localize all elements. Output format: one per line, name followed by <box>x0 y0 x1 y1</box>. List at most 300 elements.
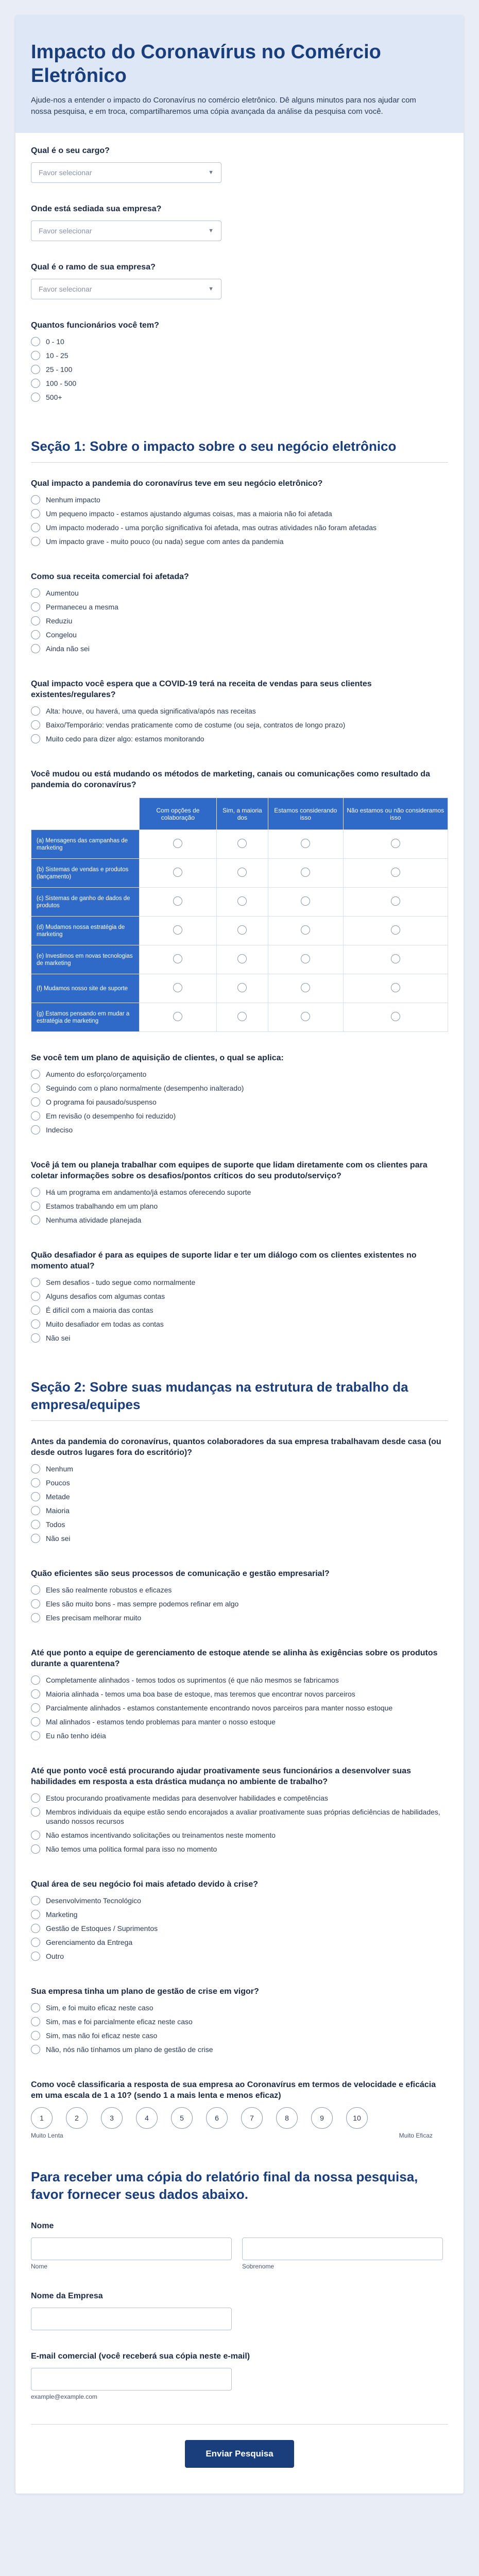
scale-option[interactable]: 8 <box>276 2107 298 2129</box>
radio-option[interactable] <box>31 1675 448 1685</box>
radio-button[interactable] <box>31 2017 40 2026</box>
matrix-cell <box>343 1003 448 1032</box>
question-label: Qual impacto a pandemia do coronavírus teve em seu negócio eletrônico? <box>31 479 323 488</box>
radio-group <box>31 1278 448 1343</box>
radio-option[interactable] <box>31 1599 448 1608</box>
radio-group <box>31 706 448 743</box>
matrix-column-header: Com opções de colaboração <box>140 798 217 830</box>
radio-button[interactable] <box>31 393 40 402</box>
radio-option-label: Ainda não sei <box>46 645 90 653</box>
question-label: Você mudou ou está mudando os métodos de marketing, canais ou comunicações como resultado da pandemia do coronavírus? <box>31 770 430 789</box>
radio-button[interactable] <box>31 1924 40 1933</box>
radio-button[interactable] <box>173 896 182 906</box>
radio-button[interactable] <box>31 2045 40 2054</box>
radio-button[interactable] <box>31 1478 40 1487</box>
radio-option-label: Estamos trabalhando em um plano <box>46 1202 158 1210</box>
radio-button[interactable] <box>31 1703 40 1713</box>
radio-option-label: Membros individuais da equipe estão sendo encorajados a avaliar proativamente suas próprias deficiências de habilidades, usando nossos recursos <box>46 1808 440 1825</box>
question-label: Nome da Empresa <box>31 2292 103 2300</box>
radio-button[interactable] <box>31 1333 40 1343</box>
radio-option[interactable] <box>31 720 448 730</box>
scale-labels <box>31 2132 433 2139</box>
radio-button[interactable] <box>31 1201 40 1211</box>
question-label: E-mail comercial (você receberá sua cópia neste e-mail) <box>31 2352 250 2361</box>
radio-option-label: Mal alinhados - estamos tendo problemas para manter o nosso estoque <box>46 1718 276 1726</box>
question-label: Onde está sediada sua empresa? <box>31 205 162 213</box>
radio-group <box>31 1070 448 1134</box>
radio-option[interactable] <box>31 630 448 639</box>
radio-button[interactable] <box>391 983 400 992</box>
radio-option[interactable] <box>31 734 448 743</box>
matrix-row-label: (e) Investimos em novas tecnologias de marketing <box>31 945 140 974</box>
radio-option[interactable] <box>31 1703 448 1713</box>
radio-button[interactable] <box>31 720 40 730</box>
radio-group <box>31 1188 448 1225</box>
company-input[interactable] <box>31 2308 232 2330</box>
first-name-input[interactable] <box>31 2238 232 2260</box>
scale-option[interactable]: 4 <box>136 2107 158 2129</box>
radio-option-label: 25 - 100 <box>46 365 73 374</box>
radio-option[interactable] <box>31 1924 448 1933</box>
radio-option[interactable] <box>31 1896 448 1905</box>
radio-button[interactable] <box>31 379 40 388</box>
sede-dropdown[interactable] <box>31 221 221 241</box>
radio-button[interactable] <box>31 1585 40 1595</box>
radio-option[interactable] <box>31 1807 448 1826</box>
radio-group <box>31 1585 448 1622</box>
radio-option[interactable] <box>31 1215 448 1225</box>
radio-button[interactable] <box>31 616 40 625</box>
radio-option[interactable] <box>31 706 448 716</box>
radio-button[interactable] <box>31 1675 40 1685</box>
radio-option-label: Completamente alinhados - temos todos os suprimentos (é que não mesmos se fabricamos <box>46 1676 339 1684</box>
radio-button[interactable] <box>31 1464 40 1473</box>
radio-option[interactable] <box>31 1520 448 1529</box>
contact-section <box>31 2168 448 2409</box>
radio-button[interactable] <box>31 1083 40 1093</box>
field-pipeline <box>31 1040 448 1147</box>
radio-option-label: Todos <box>46 1520 65 1529</box>
form-header <box>15 15 464 133</box>
matrix-cell <box>343 830 448 859</box>
matrix-cell <box>268 1003 343 1032</box>
radio-option[interactable] <box>31 2017 448 2026</box>
section-title: Seção 1: Sobre o impacto sobre o seu negócio eletrônico <box>31 438 397 454</box>
radio-option-label: É difícil com a maioria das contas <box>46 1306 153 1314</box>
question-label: Sua empresa tinha um plano de gestão de crise em vigor? <box>31 1987 259 1996</box>
radio-button[interactable] <box>31 1097 40 1107</box>
radio-button[interactable] <box>31 1896 40 1905</box>
section-title: Seção 2: Sobre suas mudanças na estrutura de trabalho da empresa/equipes <box>31 1379 408 1412</box>
last-name-col <box>242 2238 443 2270</box>
field-impacto <box>31 466 448 559</box>
form-intro: Ajude-nos a entender o impacto do Coronavírus no comércio eletrônico. Dê alguns minutos para nos ajudar com nossa pesquisa, e em troca, compartilharemos uma cópia avançada da análise da pesquisa com você. <box>31 96 416 116</box>
radio-option-label: Estou procurando proativamente medidas para desenvolver habilidades e competências <box>46 1794 328 1802</box>
radio-button[interactable] <box>31 537 40 546</box>
field-desafios <box>31 1238 448 1355</box>
radio-option-label: Gerenciamento da Entrega <box>46 1938 133 1946</box>
chevron-down-icon: ▼ <box>208 286 214 292</box>
field-area <box>31 1867 448 1974</box>
radio-option[interactable] <box>31 644 448 653</box>
email-input[interactable] <box>31 2368 232 2391</box>
radio-option[interactable] <box>31 1506 448 1515</box>
radio-button[interactable] <box>301 983 310 992</box>
radio-group <box>31 1896 448 1961</box>
matrix-corner <box>31 798 140 830</box>
radio-group <box>31 2003 448 2054</box>
radio-option[interactable] <box>31 588 448 598</box>
contact-title: Para receber uma cópia do relatório final da nossa pesquisa, favor fornecer seus dados abaixo. <box>31 2169 418 2202</box>
radio-option-label: Não sei <box>46 1334 71 1342</box>
radio-option[interactable] <box>31 602 448 612</box>
radio-option[interactable] <box>31 495 448 504</box>
radio-option[interactable] <box>31 616 448 625</box>
radio-button[interactable] <box>31 1807 40 1817</box>
radio-option-label: Gestão de Estoques / Suprimentos <box>46 1924 158 1933</box>
scale-low-label: Muito Lenta <box>31 2132 63 2139</box>
radio-button[interactable] <box>173 839 182 848</box>
marketing-matrix <box>31 798 448 1032</box>
matrix-cell <box>140 974 217 1003</box>
matrix-cell <box>268 859 343 888</box>
matrix-row <box>31 974 448 1003</box>
last-name-sublabel: Sobrenome <box>242 2263 275 2270</box>
radio-button[interactable] <box>31 1613 40 1622</box>
radio-option-label: Maioria alinhada - temos uma boa base de estoque, mas teremos que encontrar novos parceiros <box>46 1690 355 1698</box>
field-eficientes <box>31 1556 448 1635</box>
matrix-row <box>31 830 448 859</box>
radio-button[interactable] <box>31 1831 40 1840</box>
radio-option-label: Marketing <box>46 1910 78 1919</box>
question-label: Você já tem ou planeja trabalhar com equipes de suporte que lidam diretamente com os clientes para coletar informações sobre os desafios/pontos críticos do seu produto/serviço? <box>31 1161 427 1180</box>
radio-button[interactable] <box>31 1731 40 1740</box>
radio-button[interactable] <box>31 1125 40 1134</box>
matrix-row-label: (c) Sistemas de ganho de dados de produtos <box>31 888 140 917</box>
question-label: Até que ponto você está procurando ajudar proativamente seus funcionários a desenvolver suas habilidades em resposta a esta drástica mudança no ambiente de trabalho? <box>31 1767 411 1786</box>
matrix-row <box>31 917 448 945</box>
cargo-dropdown[interactable] <box>31 162 221 183</box>
field-marketing <box>31 756 448 1040</box>
matrix-cell <box>268 830 343 859</box>
radio-button[interactable] <box>31 509 40 518</box>
question-label: Qual é o seu cargo? <box>31 146 110 155</box>
radio-button[interactable] <box>31 1188 40 1197</box>
radio-button[interactable] <box>173 983 182 992</box>
field-cargo <box>31 133 448 191</box>
radio-option[interactable] <box>31 1793 448 1803</box>
last-name-input[interactable] <box>242 2238 443 2260</box>
radio-option[interactable] <box>31 337 448 346</box>
radio-button[interactable] <box>301 839 310 848</box>
radio-option[interactable] <box>31 379 448 388</box>
radio-option-label: Permaneceu a mesma <box>46 603 118 611</box>
submit-button[interactable]: Enviar Pesquisa <box>185 2440 294 2468</box>
radio-button[interactable] <box>31 1910 40 1919</box>
matrix-cell <box>216 974 268 1003</box>
radio-option-label: Sim, mas não foi eficaz neste caso <box>46 2031 158 2040</box>
radio-option[interactable] <box>31 1319 448 1329</box>
radio-option[interactable] <box>31 1083 448 1093</box>
field-ramo <box>31 249 448 308</box>
radio-button[interactable] <box>31 706 40 716</box>
radio-option-label: 10 - 25 <box>46 351 69 360</box>
radio-button[interactable] <box>31 1292 40 1301</box>
radio-button[interactable] <box>31 1319 40 1329</box>
radio-button[interactable] <box>391 954 400 963</box>
radio-option[interactable] <box>31 1188 448 1197</box>
radio-button[interactable] <box>173 954 182 963</box>
matrix-cell <box>216 1003 268 1032</box>
radio-group <box>31 1793 448 1854</box>
radio-button[interactable] <box>31 365 40 374</box>
matrix-cell <box>343 888 448 917</box>
radio-button[interactable] <box>31 2031 40 2040</box>
radio-option[interactable] <box>31 509 448 518</box>
radio-button[interactable] <box>31 1306 40 1315</box>
radio-option[interactable] <box>31 1938 448 1947</box>
radio-option-label: Nenhuma atividade planejada <box>46 1216 142 1224</box>
radio-option[interactable] <box>31 1717 448 1726</box>
radio-option[interactable] <box>31 1534 448 1543</box>
radio-option-label: Eles são muito bons - mas sempre podemos refinar em algo <box>46 1600 239 1608</box>
radio-button[interactable] <box>31 602 40 612</box>
radio-button[interactable] <box>301 925 310 935</box>
field-empresa <box>31 2278 448 2338</box>
radio-option[interactable] <box>31 1125 448 1134</box>
matrix-row <box>31 859 448 888</box>
question-label: Quantos funcionários você tem? <box>31 321 159 330</box>
scale-option[interactable]: 5 <box>171 2107 193 2129</box>
radio-button[interactable] <box>31 1506 40 1515</box>
matrix-cell <box>140 830 217 859</box>
radio-option-label: Não estamos incentivando solicitações ou treinamentos neste momento <box>46 1831 276 1839</box>
radio-option-label: Um impacto grave - muito pouco (ou nada) segue com antes da pandemia <box>46 537 284 546</box>
radio-button[interactable] <box>31 1717 40 1726</box>
dropdown-placeholder: Favor selecionar <box>39 168 92 177</box>
radio-button[interactable] <box>31 1689 40 1699</box>
radio-option[interactable] <box>31 1952 448 1961</box>
radio-option[interactable] <box>31 1613 448 1622</box>
radio-option-label: Aumentou <box>46 589 79 597</box>
radio-button[interactable] <box>31 1599 40 1608</box>
radio-button[interactable] <box>237 839 247 848</box>
radio-option-label: Muito desafiador em todas as contas <box>46 1320 164 1328</box>
scale-option[interactable]: 1 <box>31 2107 53 2129</box>
radio-button[interactable] <box>31 1492 40 1501</box>
radio-button[interactable] <box>237 954 247 963</box>
matrix-cell <box>216 859 268 888</box>
name-row <box>31 2238 448 2270</box>
field-suporte-equipe <box>31 1147 448 1238</box>
matrix-cell <box>343 974 448 1003</box>
radio-button[interactable] <box>31 1844 40 1854</box>
radio-button[interactable] <box>237 1012 247 1021</box>
question-label: Qual é o ramo de sua empresa? <box>31 263 156 272</box>
radio-button[interactable] <box>31 630 40 639</box>
radio-option-label: Metade <box>46 1493 70 1501</box>
matrix-cell <box>268 917 343 945</box>
radio-option-label: Um pequeno impacto - estamos ajustando algumas coisas, mas a maioria não foi afetada <box>46 510 332 518</box>
matrix-cell <box>268 945 343 974</box>
radio-button[interactable] <box>237 983 247 992</box>
scale-option[interactable]: 9 <box>311 2107 333 2129</box>
rating-scale <box>31 2107 448 2129</box>
radio-button[interactable] <box>301 1012 310 1021</box>
radio-option-label: Maioria <box>46 1506 70 1515</box>
radio-button[interactable] <box>31 495 40 504</box>
field-casa <box>31 1424 448 1556</box>
radio-button[interactable] <box>237 896 247 906</box>
radio-button[interactable] <box>301 868 310 877</box>
radio-option-label: Um impacto moderado - uma porção significativa foi afetada, mas outras atividades não foram afetadas <box>46 523 377 532</box>
radio-option[interactable] <box>31 1306 448 1315</box>
radio-option-label: Alta: houve, ou haverá, uma queda significativa/após nas receitas <box>46 707 256 715</box>
scale-option[interactable]: 3 <box>101 2107 123 2129</box>
radio-option[interactable] <box>31 1333 448 1343</box>
radio-option-label: 0 - 10 <box>46 337 64 346</box>
question-label: Nome <box>31 2222 54 2230</box>
radio-option[interactable] <box>31 537 448 546</box>
matrix-cell <box>140 1003 217 1032</box>
radio-button[interactable] <box>173 868 182 877</box>
radio-option[interactable] <box>31 1464 448 1473</box>
section-header-2 <box>31 1371 448 1421</box>
radio-option-label: O programa foi pausado/suspenso <box>46 1098 157 1106</box>
field-covid-vendas <box>31 666 448 756</box>
radio-option[interactable] <box>31 1731 448 1740</box>
radio-option-label: Não, nós não tínhamos um plano de gestão de crise <box>46 2045 213 2054</box>
radio-button[interactable] <box>31 2003 40 2012</box>
form-title: Impacto do Coronavírus no Comércio Eletrônico <box>31 41 381 87</box>
radio-option[interactable] <box>31 1201 448 1211</box>
radio-button[interactable] <box>31 1215 40 1225</box>
radio-group <box>31 1464 448 1543</box>
radio-option-label: Há um programa em andamento/já estamos oferecendo suporte <box>46 1188 251 1196</box>
radio-option[interactable] <box>31 1111 448 1121</box>
radio-group <box>31 495 448 546</box>
radio-button[interactable] <box>31 1070 40 1079</box>
radio-button[interactable] <box>31 1952 40 1961</box>
first-name-col <box>31 2238 232 2270</box>
radio-button[interactable] <box>391 839 400 848</box>
radio-option-label: 500+ <box>46 393 62 401</box>
radio-option[interactable] <box>31 2045 448 2054</box>
radio-button[interactable] <box>31 337 40 346</box>
matrix-row <box>31 945 448 974</box>
matrix-cell <box>268 974 343 1003</box>
radio-option[interactable] <box>31 2003 448 2012</box>
radio-option[interactable] <box>31 1910 448 1919</box>
radio-option-label: Outro <box>46 1952 64 1960</box>
survey-form <box>15 15 464 2494</box>
radio-option[interactable] <box>31 1585 448 1595</box>
scale-option[interactable]: 10 <box>346 2107 368 2129</box>
radio-option[interactable] <box>31 1844 448 1854</box>
radio-button[interactable] <box>31 351 40 360</box>
radio-button[interactable] <box>301 954 310 963</box>
radio-button[interactable] <box>31 588 40 598</box>
scale-option[interactable]: 6 <box>206 2107 228 2129</box>
radio-option[interactable] <box>31 1292 448 1301</box>
radio-button[interactable] <box>31 734 40 743</box>
radio-button[interactable] <box>173 925 182 935</box>
scale-option[interactable]: 2 <box>66 2107 88 2129</box>
ramo-dropdown[interactable] <box>31 279 221 299</box>
question-label: Antes da pandemia do coronavírus, quantos colaboradores da sua empresa trabalhavam desde casa (ou desde outros lugares fora do escritório)? <box>31 1437 441 1457</box>
field-receita <box>31 559 448 666</box>
radio-option[interactable] <box>31 1278 448 1287</box>
radio-option[interactable] <box>31 1097 448 1107</box>
scale-option[interactable]: 7 <box>241 2107 263 2129</box>
radio-option-label: Nenhum impacto <box>46 496 100 504</box>
radio-button[interactable] <box>31 1520 40 1529</box>
radio-option-label: Muito cedo para dizer algo: estamos monitorando <box>46 735 204 743</box>
matrix-cell <box>140 917 217 945</box>
radio-button[interactable] <box>391 925 400 935</box>
matrix-cell <box>343 945 448 974</box>
radio-option-label: Aumento do esforço/orçamento <box>46 1070 147 1078</box>
matrix-column-header: Não estamos ou não consideramos isso <box>343 798 448 830</box>
radio-option-label: Desenvolvimento Tecnológico <box>46 1896 141 1905</box>
radio-button[interactable] <box>173 1012 182 1021</box>
radio-option-label: 100 - 500 <box>46 379 77 387</box>
radio-group <box>31 588 448 653</box>
radio-option-label: Sim, mas e foi parcialmente eficaz neste caso <box>46 2018 193 2026</box>
radio-option-label: Reduziu <box>46 617 73 625</box>
radio-option[interactable] <box>31 1478 448 1487</box>
radio-option[interactable] <box>31 393 448 402</box>
matrix-row-label: (a) Mensagens das campanhas de marketing <box>31 830 140 859</box>
radio-button[interactable] <box>391 868 400 877</box>
radio-button[interactable] <box>31 1111 40 1121</box>
radio-button[interactable] <box>391 896 400 906</box>
radio-button[interactable] <box>31 1278 40 1287</box>
radio-option[interactable] <box>31 365 448 374</box>
radio-button[interactable] <box>31 644 40 653</box>
radio-button[interactable] <box>31 1534 40 1543</box>
matrix-cell <box>216 917 268 945</box>
radio-button[interactable] <box>391 1012 400 1021</box>
radio-option[interactable] <box>31 1831 448 1840</box>
matrix-cell <box>216 945 268 974</box>
matrix-row-label: (g) Estamos pensando em mudar a estratégia de marketing <box>31 1003 140 1032</box>
radio-option[interactable] <box>31 523 448 532</box>
radio-button[interactable] <box>237 925 247 935</box>
field-email <box>31 2338 448 2409</box>
chevron-down-icon: ▼ <box>208 228 214 234</box>
radio-option-label: Em revisão (o desempenho foi reduzido) <box>46 1112 176 1120</box>
radio-option[interactable] <box>31 1492 448 1501</box>
radio-button[interactable] <box>301 896 310 906</box>
dropdown-placeholder: Favor selecionar <box>39 227 92 235</box>
radio-group <box>31 1675 448 1740</box>
radio-button[interactable] <box>31 1793 40 1803</box>
radio-option[interactable] <box>31 1689 448 1699</box>
radio-option[interactable] <box>31 351 448 360</box>
radio-option-label: Sim, e foi muito eficaz neste caso <box>46 2004 153 2012</box>
radio-button[interactable] <box>31 1938 40 1947</box>
field-nome <box>31 2208 448 2278</box>
matrix-cell <box>216 830 268 859</box>
radio-button[interactable] <box>237 868 247 877</box>
radio-option[interactable] <box>31 1070 448 1079</box>
field-sede <box>31 191 448 249</box>
radio-option[interactable] <box>31 2031 448 2040</box>
radio-option-label: Seguindo com o plano normalmente (desempenho inalterado) <box>46 1084 244 1092</box>
radio-option-label: Sem desafios - tudo segue como normalmente <box>46 1278 196 1286</box>
radio-button[interactable] <box>31 523 40 532</box>
